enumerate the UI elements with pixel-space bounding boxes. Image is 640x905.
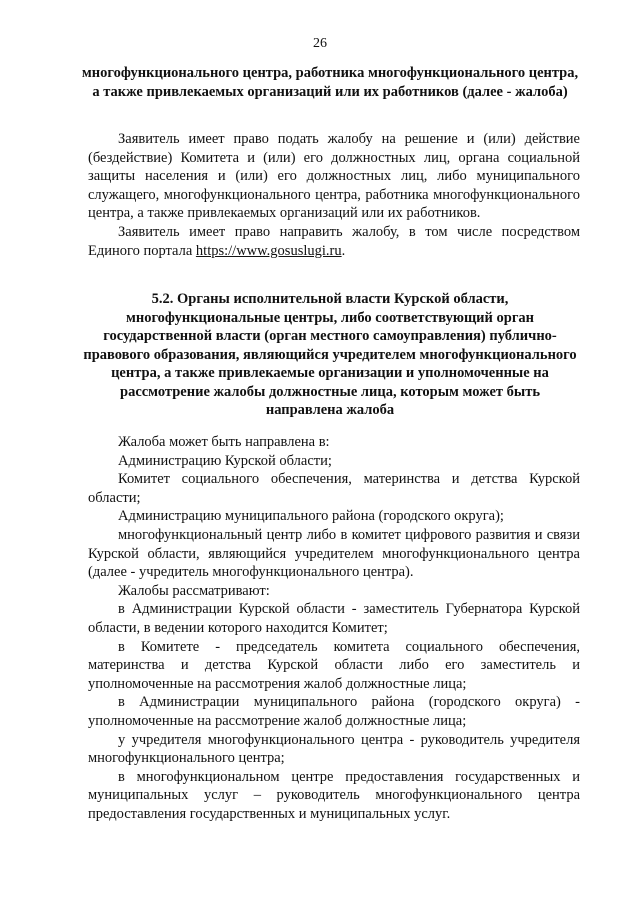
- intro-block: [88, 130, 580, 260]
- body-paragraph: Жалобы рассматривают:: [118, 582, 270, 599]
- heading-continuation: многофункционального центра, работника многофункционального центра, а также привлекаемых организаций или их работников (далее - жалоба): [81, 65, 579, 100]
- section-5-2-heading: 5.2. Органы исполнительной власти Курской области, многофункциональные центры, либо соответствующий орган государственной власти (орган местного самоуправления) публично-правового образования, являющийся учредителем многофункционального центра, а также привлекаемые организации и уполномоченные на рассмотрение жалобы должностные лица, которым может быть направлена жалоба: [83, 291, 577, 418]
- gosuslugi-link[interactable]: https://www.gosuslugi.ru: [195, 242, 342, 259]
- body-paragraph: в многофункциональном центре предоставления государственных и муниципальных услуг – руководитель многофункционального центра предоставления государственных и муниципальных услуг.: [88, 768, 580, 822]
- intro-paragraph-1: Заявитель имеет право подать жалобу на решение и (или) действие (бездействие) Комитета и (или) его должностных лиц, органа социальной защиты населения и (или) его должностных лиц, либо муниципального служащего, многофункционального центра, работника многофункционального центра, а также привлекаемых организаций или их работников.: [88, 131, 580, 222]
- page-number: 26: [313, 36, 327, 51]
- body-paragraph: в Администрации муниципального района (городского округа) - уполномоченные на рассмотрение жалоб должностные лица;: [88, 694, 580, 729]
- body-paragraph: у учредителя многофункционального центра - руководитель учредителя многофункционального центра;: [88, 731, 580, 767]
- body-paragraph: Администрацию муниципального района (городского округа);: [118, 508, 504, 525]
- body-paragraph: Администрацию Курской области;: [118, 452, 332, 469]
- body-paragraph: в Администрации Курской области - заместитель Губернатора Курской области, в ведении которого находится Комитет;: [88, 601, 580, 636]
- body-paragraph: Комитет социального обеспечения, материнства и детства Курской области;: [88, 471, 580, 506]
- body-paragraph: в Комитете - председатель комитета социального обеспечения, материнства и детства Курской области либо его заместитель и уполномоченные на рассмотрения жалоб должностные лица;: [88, 638, 580, 692]
- intro-paragraph-2: [88, 223, 580, 260]
- intro-paragraph-2-text: Заявитель имеет право направить жалобу, в том числе посредством Единого портала: [88, 223, 580, 259]
- body-paragraph: многофункциональный центр либо в комитет цифрового развития и связи Курской области, являющийся учредителем многофункционального центра (далее - учредитель многофункционального центра).: [88, 526, 580, 581]
- body-paragraph: Жалоба может быть направлена в:: [118, 434, 330, 450]
- intro-paragraph-2-end: .: [341, 242, 346, 259]
- body-block: [88, 433, 580, 823]
